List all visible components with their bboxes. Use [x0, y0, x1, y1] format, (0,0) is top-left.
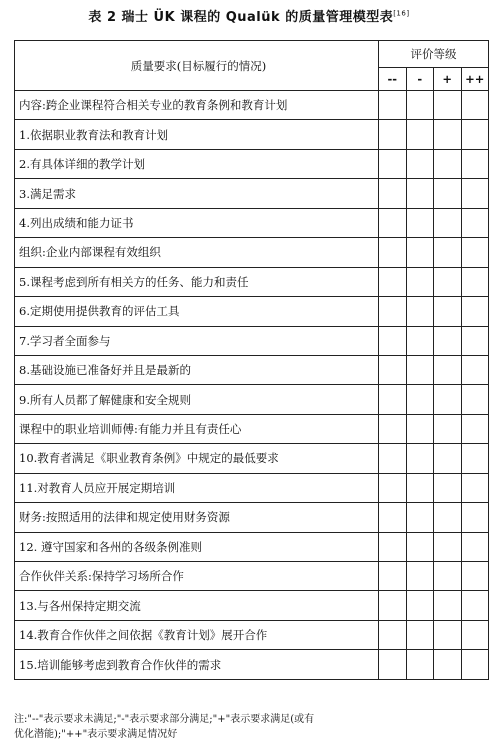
- note-line-1: 注:"--"表示要求未满足;"-"表示要求部分满足;"+"表示要求满足(或有: [14, 714, 315, 725]
- grade-cell-not-met: [379, 591, 407, 620]
- grade-cell-met: [434, 208, 462, 237]
- grade-cell-well-met: [461, 562, 489, 591]
- grade-cell-met: [434, 444, 462, 473]
- grade-cell-partly-met: [406, 91, 434, 120]
- grade-cell-not-met: [379, 326, 407, 355]
- grade-cell-well-met: [461, 326, 489, 355]
- table-row: [15, 620, 489, 649]
- requirement-cell: 5.课程考虑到所有相关方的任务、能力和责任: [15, 267, 379, 296]
- requirement-cell: 15.培训能够考虑到教育合作伙伴的需求: [15, 650, 379, 679]
- requirement-cell: 10.教育者满足《职业教育条例》中规定的最低要求: [15, 444, 379, 473]
- grade-cell-met: [434, 591, 462, 620]
- grade-cell-met: [434, 179, 462, 208]
- grade-cell-partly-met: [406, 179, 434, 208]
- grade-cell-partly-met: [406, 267, 434, 296]
- grade-cell-well-met: [461, 650, 489, 679]
- table-row: [15, 297, 489, 326]
- table-row: [15, 562, 489, 591]
- grade-cell-well-met: [461, 208, 489, 237]
- grade-cell-partly-met: [406, 208, 434, 237]
- grade-cell-met: [434, 326, 462, 355]
- grade-cell-not-met: [379, 562, 407, 591]
- grade-cell-met: [434, 650, 462, 679]
- grade-cell-well-met: [461, 120, 489, 149]
- table-row: [15, 238, 489, 267]
- table-row: [15, 444, 489, 473]
- requirement-cell: 1.依据职业教育法和教育计划: [15, 120, 379, 149]
- grade-cell-met: [434, 297, 462, 326]
- grade-cell-met: [434, 385, 462, 414]
- requirement-cell: 7.学习者全面参与: [15, 326, 379, 355]
- grade-cell-met: [434, 238, 462, 267]
- grade-cell-well-met: [461, 179, 489, 208]
- grade-cell-not-met: [379, 503, 407, 532]
- grade-cell-not-met: [379, 385, 407, 414]
- grade-cell-met: [434, 149, 462, 178]
- grade-cell-partly-met: [406, 591, 434, 620]
- grade-cell-well-met: [461, 473, 489, 502]
- table-row: [15, 385, 489, 414]
- requirement-cell: 组织:企业内部课程有效组织: [15, 238, 379, 267]
- title-reference: [16]: [393, 9, 410, 18]
- table-row: [15, 503, 489, 532]
- grade-cell-partly-met: [406, 355, 434, 384]
- grade-cell-partly-met: [406, 620, 434, 649]
- requirement-cell: 12. 遵守国家和各州的各级条例准则: [15, 532, 379, 561]
- table-title-text: 表 2 瑞士 ÜK 课程的 Qualük 的质量管理模型表: [88, 10, 394, 25]
- grade-cell-well-met: [461, 267, 489, 296]
- grade-cell-well-met: [461, 355, 489, 384]
- grade-cell-not-met: [379, 267, 407, 296]
- table-row: [15, 650, 489, 679]
- grade-cell-partly-met: [406, 650, 434, 679]
- grade-cell-not-met: [379, 473, 407, 502]
- grade-cell-well-met: [461, 297, 489, 326]
- grade-cell-met: [434, 503, 462, 532]
- grade-cell-met: [434, 120, 462, 149]
- grade-cell-partly-met: [406, 149, 434, 178]
- grade-header: 评价等级: [379, 41, 489, 68]
- table-row: [15, 179, 489, 208]
- grade-cell-well-met: [461, 532, 489, 561]
- grade-cell-met: [434, 414, 462, 443]
- grade-cell-not-met: [379, 179, 407, 208]
- grade-cell-partly-met: [406, 238, 434, 267]
- requirement-cell: 6.定期使用提供教育的评估工具: [15, 297, 379, 326]
- table-row: [15, 149, 489, 178]
- grade-cell-not-met: [379, 120, 407, 149]
- requirement-cell: 3.满足需求: [15, 179, 379, 208]
- grade-cell-well-met: [461, 238, 489, 267]
- grade-cell-well-met: [461, 620, 489, 649]
- requirement-cell: 13.与各州保持定期交流: [15, 591, 379, 620]
- grade-cell-partly-met: [406, 297, 434, 326]
- table-row: [15, 591, 489, 620]
- grade-cell-partly-met: [406, 532, 434, 561]
- requirement-cell: 4.列出成绩和能力证书: [15, 208, 379, 237]
- table-row: [15, 532, 489, 561]
- requirement-cell: 财务:按照适用的法律和规定使用财务资源: [15, 503, 379, 532]
- grade-cell-met: [434, 620, 462, 649]
- grade-cell-partly-met: [406, 473, 434, 502]
- grade-cell-well-met: [461, 91, 489, 120]
- grade-symbol-not-met: --: [379, 68, 407, 91]
- grade-cell-met: [434, 267, 462, 296]
- grade-symbol-met: +: [434, 68, 462, 91]
- grade-cell-met: [434, 532, 462, 561]
- grade-symbol-partly-met: -: [406, 68, 434, 91]
- grade-cell-partly-met: [406, 120, 434, 149]
- grade-cell-not-met: [379, 355, 407, 384]
- grade-cell-well-met: [461, 591, 489, 620]
- grade-cell-met: [434, 562, 462, 591]
- grade-cell-not-met: [379, 208, 407, 237]
- grade-cell-well-met: [461, 385, 489, 414]
- grade-cell-partly-met: [406, 444, 434, 473]
- table-row: [15, 267, 489, 296]
- grade-cell-not-met: [379, 650, 407, 679]
- grade-symbol-well-met: ++: [461, 68, 489, 91]
- grade-cell-not-met: [379, 414, 407, 443]
- requirement-cell: 14.教育合作伙伴之间依据《教育计划》展开合作: [15, 620, 379, 649]
- requirement-header: 质量要求(目标履行的情况): [15, 41, 379, 91]
- table-row: [15, 473, 489, 502]
- grade-cell-not-met: [379, 297, 407, 326]
- grade-cell-partly-met: [406, 326, 434, 355]
- grade-cell-well-met: [461, 414, 489, 443]
- requirement-cell: 9.所有人员都了解健康和安全规则: [15, 385, 379, 414]
- grade-cell-not-met: [379, 149, 407, 178]
- grade-cell-met: [434, 473, 462, 502]
- table-row: [15, 326, 489, 355]
- table-row: [15, 414, 489, 443]
- grade-cell-not-met: [379, 238, 407, 267]
- quality-model-table: [14, 40, 489, 680]
- grade-cell-met: [434, 91, 462, 120]
- requirement-cell: 2.有具体详细的教学计划: [15, 149, 379, 178]
- grade-cell-not-met: [379, 532, 407, 561]
- table-row: [15, 208, 489, 237]
- grade-cell-partly-met: [406, 562, 434, 591]
- grade-cell-partly-met: [406, 414, 434, 443]
- table-row: [15, 120, 489, 149]
- grade-cell-well-met: [461, 503, 489, 532]
- grade-cell-met: [434, 355, 462, 384]
- grade-cell-well-met: [461, 444, 489, 473]
- requirement-cell: 课程中的职业培训师傅:有能力并且有责任心: [15, 414, 379, 443]
- table-row: [15, 91, 489, 120]
- table-note: [14, 712, 488, 742]
- grade-cell-partly-met: [406, 503, 434, 532]
- grade-cell-well-met: [461, 149, 489, 178]
- requirement-cell: 合作伙伴关系:保持学习场所合作: [15, 562, 379, 591]
- grade-cell-not-met: [379, 620, 407, 649]
- requirement-cell: 8.基础设施已准备好并且是最新的: [15, 355, 379, 384]
- note-line-2: 优化潜能);"++"表示要求满足情况好: [14, 729, 178, 740]
- grade-cell-not-met: [379, 91, 407, 120]
- table-row: [15, 355, 489, 384]
- requirement-cell: 11.对教育人员应开展定期培训: [15, 473, 379, 502]
- requirement-cell: 内容:跨企业课程符合相关专业的教育条例和教育计划: [15, 91, 379, 120]
- grade-cell-partly-met: [406, 385, 434, 414]
- table-title: [0, 6, 498, 25]
- grade-cell-not-met: [379, 444, 407, 473]
